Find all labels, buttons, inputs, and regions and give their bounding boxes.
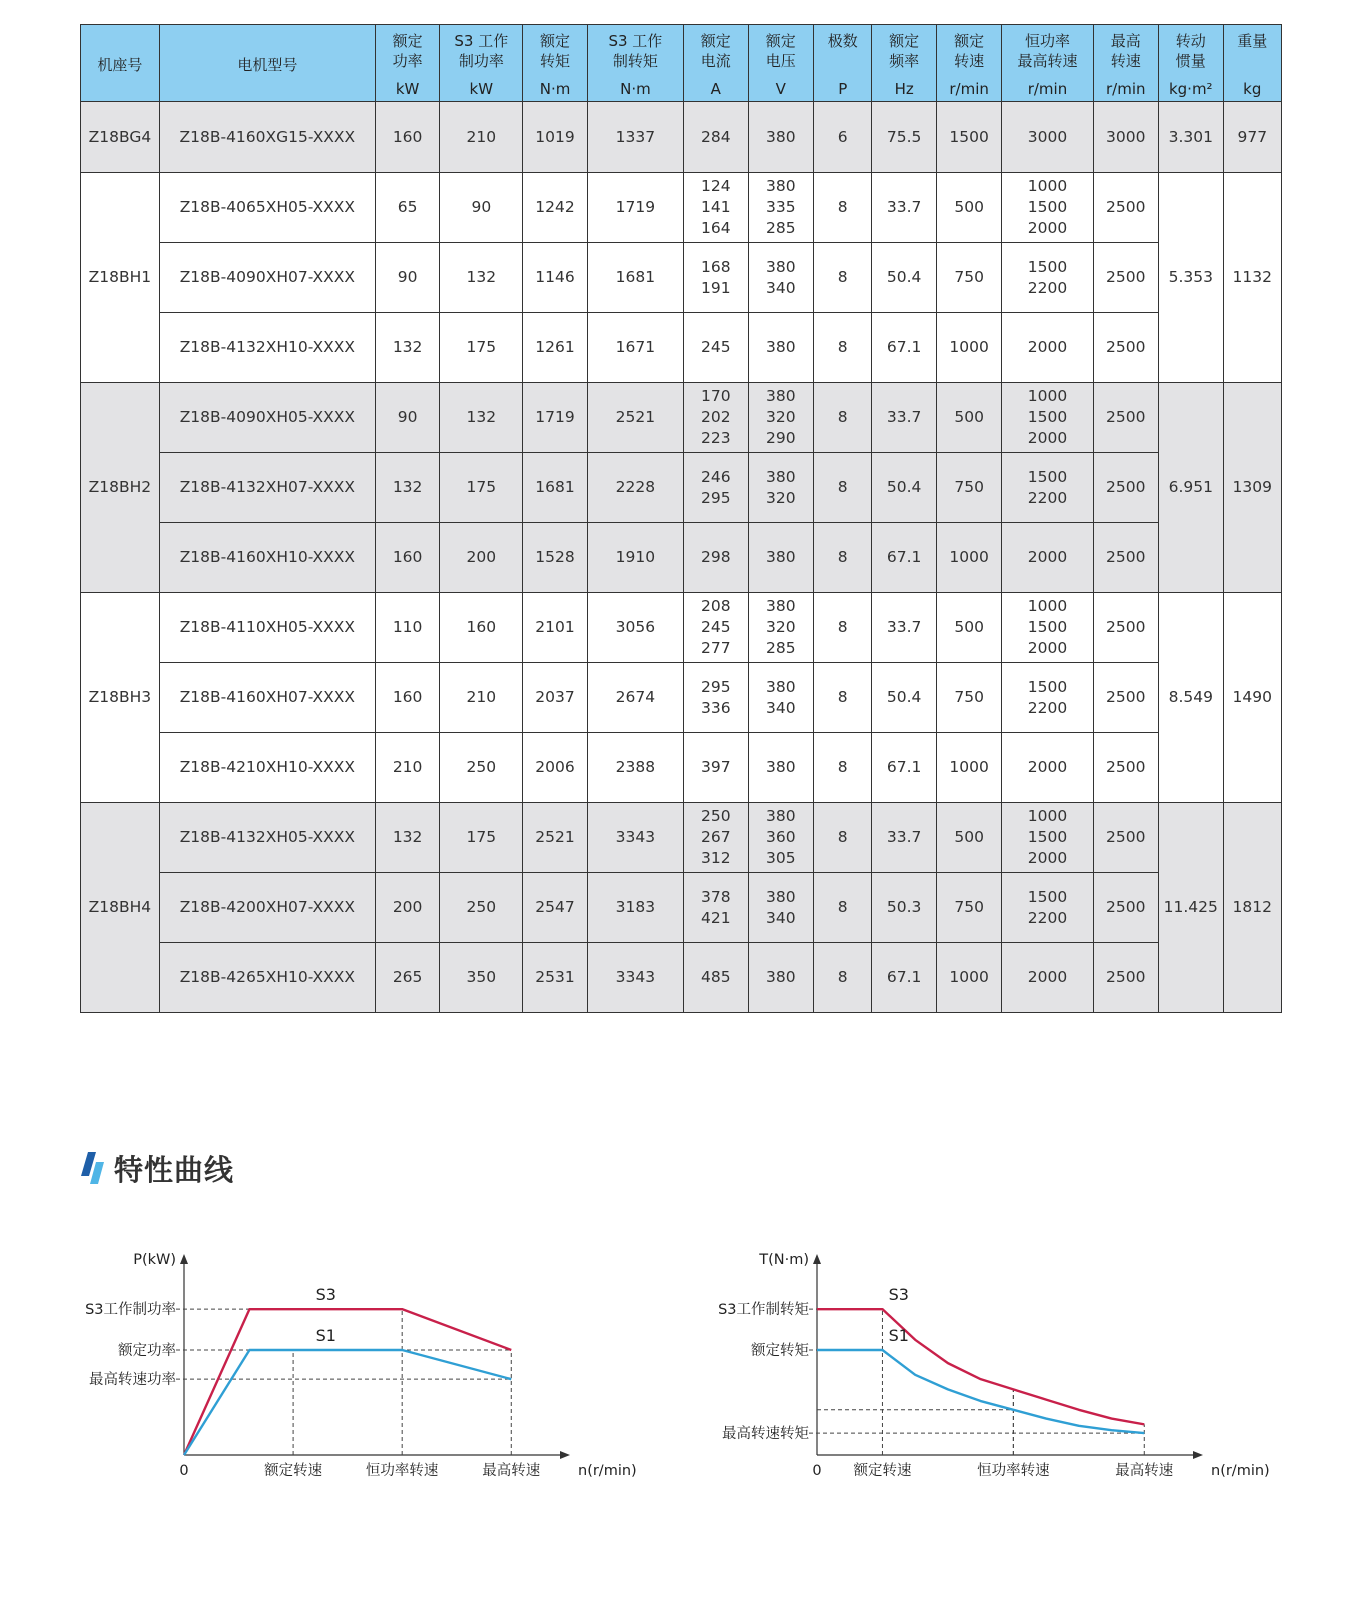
rated-torque-cell: 2547 <box>523 873 588 943</box>
max-speed-cell: 2500 <box>1093 663 1159 733</box>
max-speed-cell: 2500 <box>1093 383 1159 453</box>
s3-torque-cell: 3183 <box>587 873 683 943</box>
y-axis-arrow-icon <box>180 1254 188 1264</box>
constant-power-max-speed-cell: 1500 2200 <box>1002 453 1093 523</box>
s3-power-cell: 132 <box>440 383 523 453</box>
rated-voltage-cell: 380 340 <box>748 243 814 313</box>
torque-speed-chart <box>660 1250 1360 1530</box>
section-heading <box>80 1148 234 1188</box>
column-header-unit: V <box>775 79 786 98</box>
rated-torque-cell: 1719 <box>523 383 588 453</box>
rated-speed-cell: 1500 <box>936 102 1002 173</box>
rated-frequency-cell: 50.4 <box>872 663 937 733</box>
column-header-label: 额定 频率 <box>889 31 920 70</box>
rated-voltage-cell: 380 <box>748 943 814 1013</box>
rated-current-cell: 124 141 164 <box>684 173 749 243</box>
rated-voltage-cell: 380 <box>748 102 814 173</box>
constant-power-max-speed-cell: 2000 <box>1002 523 1093 593</box>
rated-power-cell: 132 <box>375 453 440 523</box>
rated-power-cell: 160 <box>375 663 440 733</box>
rated-voltage-cell: 380 320 290 <box>748 383 814 453</box>
poles-cell: 8 <box>814 593 872 663</box>
motor-model-cell: Z18B-4090XH05-XXXX <box>159 383 375 453</box>
power-chart-svg <box>0 1250 660 1530</box>
motor-spec-table <box>80 24 1282 1013</box>
rated-current-cell: 246 295 <box>684 453 749 523</box>
origin-label: 0 <box>179 1463 189 1479</box>
constant-power-max-speed-cell: 2000 <box>1002 313 1093 383</box>
rated-speed-cell: 500 <box>936 383 1002 453</box>
weight-cell: 1309 <box>1223 383 1281 593</box>
y-tick-label: S3工作制转矩 <box>718 1302 809 1319</box>
poles-cell: 8 <box>814 383 872 453</box>
rated-speed-cell: 1000 <box>936 733 1002 803</box>
s3-power-cell: 350 <box>440 943 523 1013</box>
rated-torque-cell: 2531 <box>523 943 588 1013</box>
rated-frequency-cell: 33.7 <box>872 593 937 663</box>
max-speed-cell: 2500 <box>1093 453 1159 523</box>
rated-voltage-cell: 380 320 285 <box>748 593 814 663</box>
column-header-label: S3 工作 制功率 <box>454 31 509 70</box>
max-speed-cell: 2500 <box>1093 173 1159 243</box>
x-axis-arrow-icon <box>560 1451 570 1459</box>
column-header <box>1159 25 1224 102</box>
y-axis-label: T(N·m) <box>759 1252 809 1268</box>
rated-torque-cell: 1681 <box>523 453 588 523</box>
s3-torque-cell: 1681 <box>587 243 683 313</box>
column-header-label: 最高 转速 <box>1110 31 1141 70</box>
column-header <box>1223 25 1281 102</box>
rotational-inertia-cell: 6.951 <box>1159 383 1224 593</box>
s3-torque-cell: 2674 <box>587 663 683 733</box>
rated-power-cell: 265 <box>375 943 440 1013</box>
rated-torque-cell: 1528 <box>523 523 588 593</box>
s3-torque-cell: 3343 <box>587 803 683 873</box>
motor-model-cell: Z18B-4132XH10-XXXX <box>159 313 375 383</box>
column-header-unit: N·m <box>620 79 651 98</box>
x-axis-arrow-icon <box>1193 1451 1203 1459</box>
column-header-unit: kW <box>469 79 494 98</box>
rated-torque-cell: 2037 <box>523 663 588 733</box>
rated-power-cell: 90 <box>375 243 440 313</box>
constant-power-max-speed-cell: 2000 <box>1002 733 1093 803</box>
rated-current-cell: 284 <box>684 102 749 173</box>
column-header-label: 极数 <box>827 31 858 50</box>
max-speed-cell: 3000 <box>1093 102 1159 173</box>
column-header-label: 电机型号 <box>237 55 298 74</box>
rated-current-cell: 168 191 <box>684 243 749 313</box>
constant-power-max-speed-cell: 3000 <box>1002 102 1093 173</box>
rated-voltage-cell: 380 <box>748 733 814 803</box>
table-row <box>81 733 1282 803</box>
rated-voltage-cell: 380 335 285 <box>748 173 814 243</box>
weight-cell: 1132 <box>1223 173 1281 383</box>
column-header-label: 重量 <box>1237 31 1268 50</box>
rated-power-cell: 110 <box>375 593 440 663</box>
table-row <box>81 313 1282 383</box>
x-tick-label: 最高转速 <box>482 1463 541 1479</box>
column-header-label: 转动 惯量 <box>1175 31 1206 70</box>
column-header-unit: r/min <box>1027 79 1068 98</box>
rated-power-cell: 132 <box>375 803 440 873</box>
motor-model-cell: Z18B-4132XH05-XXXX <box>159 803 375 873</box>
constant-power-max-speed-cell: 1500 2200 <box>1002 873 1093 943</box>
rated-current-cell: 208 245 277 <box>684 593 749 663</box>
max-speed-cell: 2500 <box>1093 873 1159 943</box>
rated-frequency-cell: 67.1 <box>872 313 937 383</box>
rated-voltage-cell: 380 360 305 <box>748 803 814 873</box>
series-label-s1: S1 <box>888 1326 909 1345</box>
table-row <box>81 383 1282 453</box>
max-speed-cell: 2500 <box>1093 523 1159 593</box>
x-axis-label: n(r/min) <box>1211 1463 1270 1479</box>
s3-torque-cell: 1671 <box>587 313 683 383</box>
column-header-label: 额定 转速 <box>954 31 985 70</box>
s3-torque-cell: 2521 <box>587 383 683 453</box>
rated-torque-cell: 1242 <box>523 173 588 243</box>
poles-cell: 6 <box>814 102 872 173</box>
s3-power-cell: 210 <box>440 102 523 173</box>
max-speed-cell: 2500 <box>1093 593 1159 663</box>
series-line-s1 <box>817 1350 1144 1433</box>
column-header <box>523 25 588 102</box>
x-tick-label: 恒功率转速 <box>977 1463 1050 1479</box>
motor-model-cell: Z18B-4160XG15-XXXX <box>159 102 375 173</box>
rated-frequency-cell: 67.1 <box>872 733 937 803</box>
s3-power-cell: 175 <box>440 803 523 873</box>
poles-cell: 8 <box>814 243 872 313</box>
table-row <box>81 453 1282 523</box>
heading-accent-icon <box>80 1150 106 1186</box>
rated-frequency-cell: 33.7 <box>872 803 937 873</box>
s3-torque-cell: 1719 <box>587 173 683 243</box>
column-header-label: 额定 功率 <box>392 31 423 70</box>
rated-torque-cell: 1261 <box>523 313 588 383</box>
motor-model-cell: Z18B-4160XH07-XXXX <box>159 663 375 733</box>
y-axis-arrow-icon <box>813 1254 821 1264</box>
rotational-inertia-cell: 5.353 <box>1159 173 1224 383</box>
x-tick-label: 恒功率转速 <box>365 1463 439 1479</box>
rated-torque-cell: 1146 <box>523 243 588 313</box>
weight-cell: 977 <box>1223 102 1281 173</box>
rated-speed-cell: 1000 <box>936 523 1002 593</box>
s3-torque-cell: 3343 <box>587 943 683 1013</box>
s3-power-cell: 175 <box>440 313 523 383</box>
motor-model-cell: Z18B-4132XH07-XXXX <box>159 453 375 523</box>
constant-power-max-speed-cell: 1500 2200 <box>1002 663 1093 733</box>
rated-voltage-cell: 380 <box>748 313 814 383</box>
column-header <box>936 25 1002 102</box>
rated-frequency-cell: 50.4 <box>872 243 937 313</box>
rated-frequency-cell: 67.1 <box>872 523 937 593</box>
constant-power-max-speed-cell: 2000 <box>1002 943 1093 1013</box>
rated-voltage-cell: 380 <box>748 523 814 593</box>
poles-cell: 8 <box>814 453 872 523</box>
s3-power-cell: 250 <box>440 733 523 803</box>
rated-power-cell: 160 <box>375 523 440 593</box>
x-tick-label: 额定转速 <box>853 1463 912 1479</box>
poles-cell: 8 <box>814 523 872 593</box>
table-row <box>81 873 1282 943</box>
column-header <box>872 25 937 102</box>
power-speed-chart <box>0 1250 660 1530</box>
rated-speed-cell: 750 <box>936 873 1002 943</box>
column-header-unit: r/min <box>949 79 989 98</box>
column-header-label: 额定 电压 <box>765 31 796 70</box>
rated-speed-cell: 750 <box>936 663 1002 733</box>
rated-power-cell: 132 <box>375 313 440 383</box>
rated-speed-cell: 1000 <box>936 313 1002 383</box>
constant-power-max-speed-cell: 1000 1500 2000 <box>1002 593 1093 663</box>
table-body <box>81 102 1282 1013</box>
s3-power-cell: 90 <box>440 173 523 243</box>
poles-cell: 8 <box>814 733 872 803</box>
rated-current-cell: 485 <box>684 943 749 1013</box>
rated-current-cell: 170 202 223 <box>684 383 749 453</box>
column-header <box>159 25 375 102</box>
column-header <box>748 25 814 102</box>
series-label-s3: S3 <box>315 1285 336 1305</box>
rated-frequency-cell: 75.5 <box>872 102 937 173</box>
rated-power-cell: 210 <box>375 733 440 803</box>
max-speed-cell: 2500 <box>1093 733 1159 803</box>
table-header-row <box>81 25 1282 102</box>
series-label-s3: S3 <box>888 1285 909 1305</box>
column-header-label: S3 工作 制转矩 <box>608 31 663 70</box>
table-row <box>81 523 1282 593</box>
column-header-unit: kg·m² <box>1168 79 1213 98</box>
s3-power-cell: 210 <box>440 663 523 733</box>
motor-model-cell: Z18B-4210XH10-XXXX <box>159 733 375 803</box>
column-header-label: 额定 转矩 <box>540 31 571 70</box>
rated-speed-cell: 500 <box>936 173 1002 243</box>
series-line-s1 <box>184 1350 511 1455</box>
torque-chart-svg <box>660 1250 1360 1530</box>
rated-speed-cell: 500 <box>936 593 1002 663</box>
frame-size-cell: Z18BH4 <box>81 803 160 1013</box>
rated-speed-cell: 750 <box>936 243 1002 313</box>
x-axis-label: n(r/min) <box>578 1463 637 1479</box>
poles-cell: 8 <box>814 173 872 243</box>
motor-model-cell: Z18B-4110XH05-XXXX <box>159 593 375 663</box>
y-axis-label: P(kW) <box>133 1252 176 1268</box>
table-row <box>81 102 1282 173</box>
y-tick-label: S3工作制功率 <box>85 1302 176 1319</box>
rated-torque-cell: 2101 <box>523 593 588 663</box>
column-header-unit: kg <box>1243 79 1262 98</box>
constant-power-max-speed-cell: 1000 1500 2000 <box>1002 803 1093 873</box>
frame-size-cell: Z18BH2 <box>81 383 160 593</box>
column-header <box>587 25 683 102</box>
x-tick-label: 最高转速 <box>1115 1463 1174 1479</box>
motor-model-cell: Z18B-4090XH07-XXXX <box>159 243 375 313</box>
s3-power-cell: 200 <box>440 523 523 593</box>
rated-speed-cell: 750 <box>936 453 1002 523</box>
rated-current-cell: 295 336 <box>684 663 749 733</box>
rated-frequency-cell: 33.7 <box>872 173 937 243</box>
max-speed-cell: 2500 <box>1093 943 1159 1013</box>
origin-label: 0 <box>812 1463 822 1479</box>
column-header-label: 额定 电流 <box>700 31 731 70</box>
rated-frequency-cell: 67.1 <box>872 943 937 1013</box>
column-header-unit: P <box>838 79 848 98</box>
column-header-unit: r/min <box>1106 79 1146 98</box>
rated-torque-cell: 2006 <box>523 733 588 803</box>
rated-power-cell: 200 <box>375 873 440 943</box>
rated-voltage-cell: 380 340 <box>748 663 814 733</box>
s3-torque-cell: 1337 <box>587 102 683 173</box>
column-header-unit: A <box>710 79 721 98</box>
max-speed-cell: 2500 <box>1093 803 1159 873</box>
column-header-unit: kW <box>395 79 420 98</box>
poles-cell: 8 <box>814 663 872 733</box>
s3-torque-cell: 2388 <box>587 733 683 803</box>
rated-torque-cell: 2521 <box>523 803 588 873</box>
rated-current-cell: 250 267 312 <box>684 803 749 873</box>
y-tick-label: 额定转矩 <box>751 1343 809 1359</box>
rated-voltage-cell: 380 340 <box>748 873 814 943</box>
rated-current-cell: 245 <box>684 313 749 383</box>
motor-model-cell: Z18B-4065XH05-XXXX <box>159 173 375 243</box>
frame-size-cell: Z18BH3 <box>81 593 160 803</box>
motor-model-cell: Z18B-4200XH07-XXXX <box>159 873 375 943</box>
s3-torque-cell: 2228 <box>587 453 683 523</box>
rated-frequency-cell: 50.3 <box>872 873 937 943</box>
series-label-s1: S1 <box>315 1326 336 1345</box>
rated-frequency-cell: 50.4 <box>872 453 937 523</box>
frame-size-cell: Z18BG4 <box>81 102 160 173</box>
column-header <box>1002 25 1093 102</box>
poles-cell: 8 <box>814 313 872 383</box>
rated-current-cell: 397 <box>684 733 749 803</box>
table-row <box>81 663 1282 733</box>
y-tick-label: 最高转速功率 <box>89 1372 176 1389</box>
table-row <box>81 173 1282 243</box>
rated-voltage-cell: 380 320 <box>748 453 814 523</box>
s3-torque-cell: 1910 <box>587 523 683 593</box>
column-header <box>440 25 523 102</box>
motor-model-cell: Z18B-4265XH10-XXXX <box>159 943 375 1013</box>
rated-speed-cell: 1000 <box>936 943 1002 1013</box>
column-header-label: 恒功率 最高转速 <box>1017 31 1078 70</box>
x-tick-label: 额定转速 <box>264 1463 323 1479</box>
table-row <box>81 243 1282 313</box>
rated-speed-cell: 500 <box>936 803 1002 873</box>
rated-frequency-cell: 33.7 <box>872 383 937 453</box>
max-speed-cell: 2500 <box>1093 243 1159 313</box>
column-header <box>814 25 872 102</box>
motor-model-cell: Z18B-4160XH10-XXXX <box>159 523 375 593</box>
poles-cell: 8 <box>814 943 872 1013</box>
rotational-inertia-cell: 8.549 <box>1159 593 1224 803</box>
poles-cell: 8 <box>814 803 872 873</box>
s3-power-cell: 132 <box>440 243 523 313</box>
column-header-label: 机座号 <box>97 55 143 74</box>
rotational-inertia-cell: 11.425 <box>1159 803 1224 1013</box>
frame-size-cell: Z18BH1 <box>81 173 160 383</box>
column-header <box>1093 25 1159 102</box>
series-line-s3 <box>184 1309 511 1455</box>
column-header-unit: Hz <box>894 79 914 98</box>
s3-power-cell: 175 <box>440 453 523 523</box>
rated-current-cell: 378 421 <box>684 873 749 943</box>
rated-power-cell: 160 <box>375 102 440 173</box>
poles-cell: 8 <box>814 873 872 943</box>
max-speed-cell: 2500 <box>1093 313 1159 383</box>
table-row <box>81 803 1282 873</box>
table-row <box>81 593 1282 663</box>
y-tick-label: 额定功率 <box>118 1343 176 1359</box>
series-line-s3 <box>817 1309 1144 1424</box>
rotational-inertia-cell: 3.301 <box>1159 102 1224 173</box>
y-tick-label: 最高转速转矩 <box>722 1426 809 1443</box>
constant-power-max-speed-cell: 1000 1500 2000 <box>1002 383 1093 453</box>
column-header <box>375 25 440 102</box>
column-header-unit: N·m <box>539 79 571 98</box>
weight-cell: 1490 <box>1223 593 1281 803</box>
section-title: 特性曲线 <box>114 1152 235 1187</box>
s3-power-cell: 250 <box>440 873 523 943</box>
rated-torque-cell: 1019 <box>523 102 588 173</box>
column-header <box>81 25 160 102</box>
s3-torque-cell: 3056 <box>587 593 683 663</box>
weight-cell: 1812 <box>1223 803 1281 1013</box>
rated-power-cell: 90 <box>375 383 440 453</box>
rated-power-cell: 65 <box>375 173 440 243</box>
constant-power-max-speed-cell: 1000 1500 2000 <box>1002 173 1093 243</box>
column-header <box>684 25 749 102</box>
s3-power-cell: 160 <box>440 593 523 663</box>
rated-current-cell: 298 <box>684 523 749 593</box>
table-row <box>81 943 1282 1013</box>
constant-power-max-speed-cell: 1500 2200 <box>1002 243 1093 313</box>
